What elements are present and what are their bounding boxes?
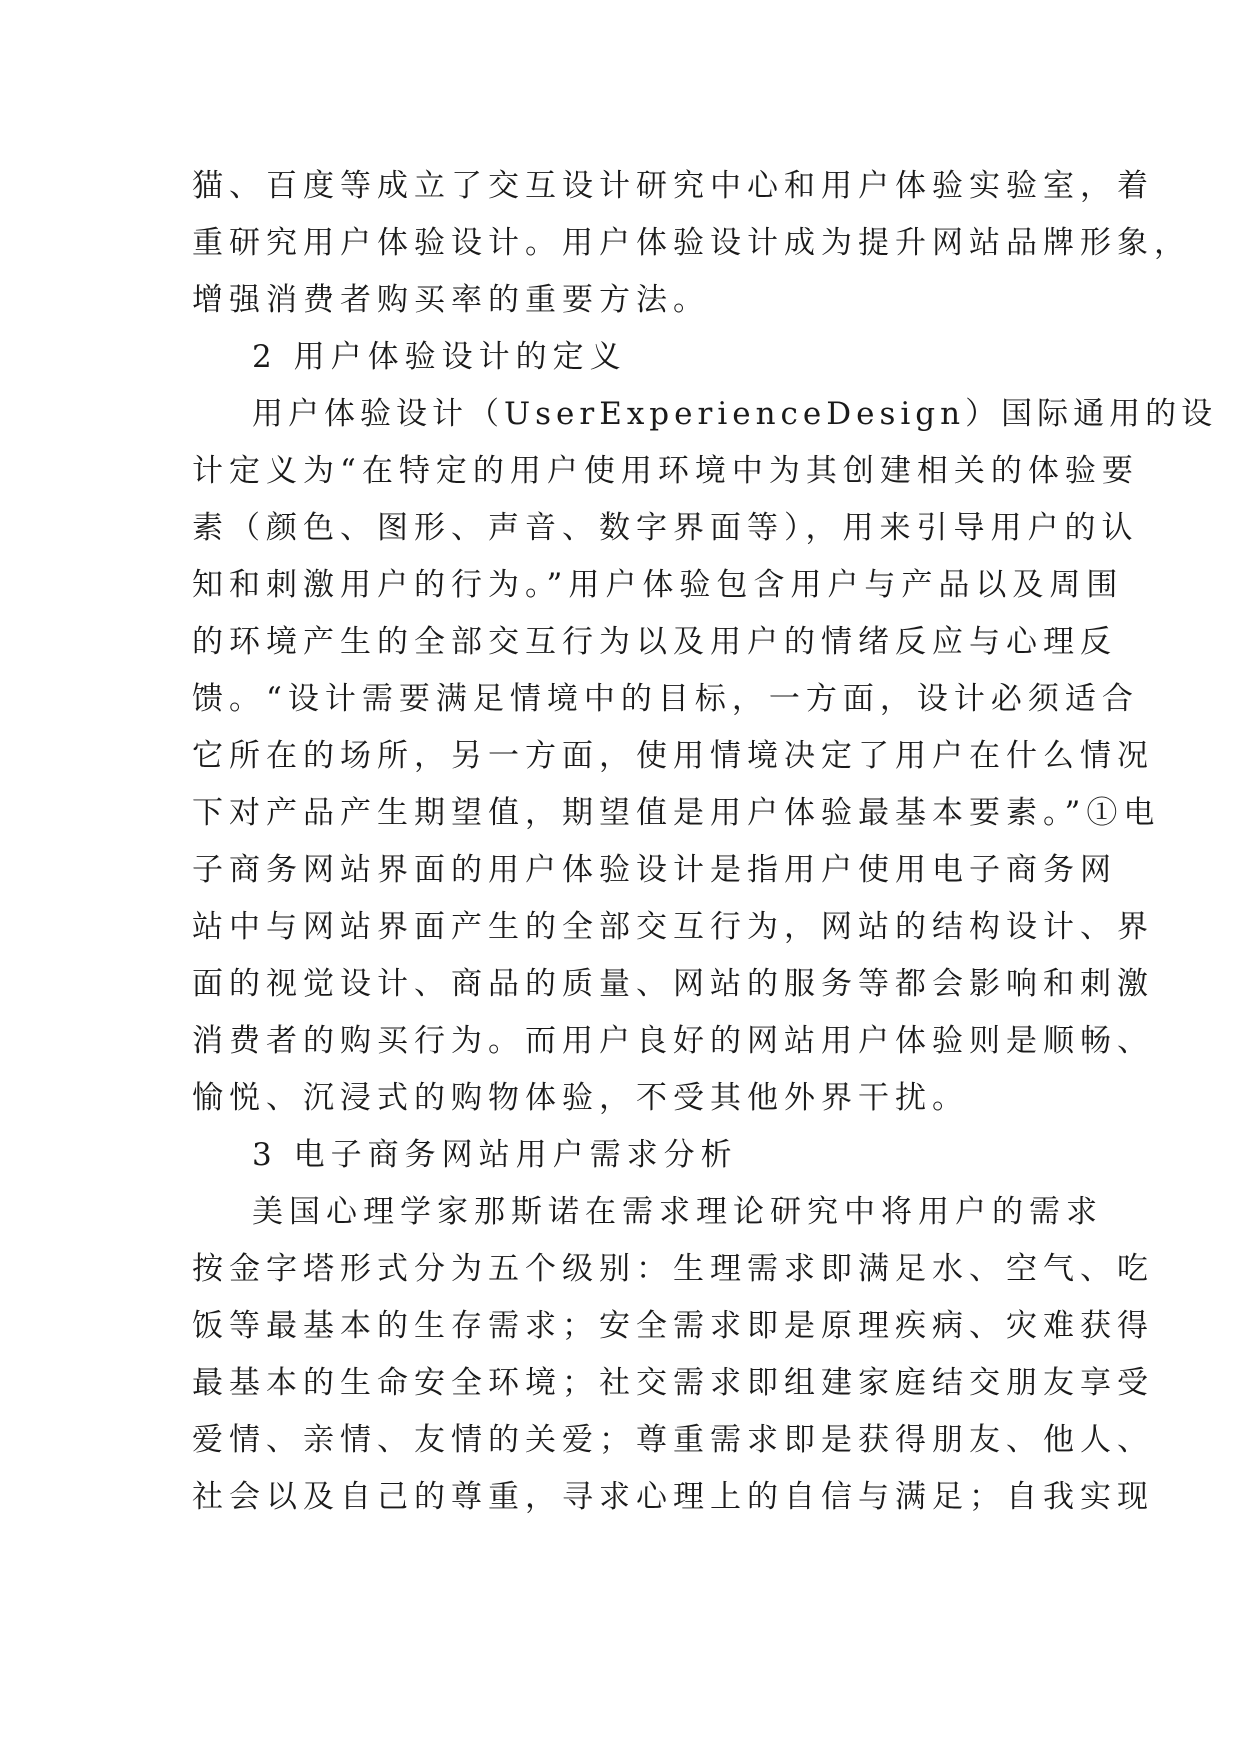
text-line: 愉悦、沉浸式的购物体验，不受其他外界干扰。 — [192, 1080, 969, 1116]
text-line: 重研究用户体验设计。用户体验设计成为提升网站品牌形象， — [192, 225, 1191, 261]
text-line: 素（颜色、图形、声音、数字界面等），用来引导用户的认 — [192, 510, 1139, 546]
section-heading: 3 电子商务网站用户需求分析 — [252, 1137, 738, 1173]
text-line: 爱情、亲情、友情的关爱；尊重需求即是获得朋友、他人、 — [192, 1422, 1154, 1458]
text-line: 消费者的购买行为。而用户良好的网站用户体验则是顺畅、 — [192, 1023, 1154, 1059]
text-line: 知和刺激用户的行为。”用户体验包含用户与产品以及周围 — [192, 567, 1124, 603]
text-line: 最基本的生命安全环境；社交需求即组建家庭结交朋友享受 — [192, 1365, 1154, 1401]
paragraph-first-line: 用户体验设计（UserExperienceDesign）国际通用的设 — [252, 396, 1218, 432]
section-heading: 2 用户体验设计的定义 — [252, 339, 627, 375]
text-line: 面的视觉设计、商品的质量、网站的服务等都会影响和刺激 — [192, 966, 1154, 1002]
text-line: 馈。“设计需要满足情境中的目标，一方面，设计必须适合 — [192, 681, 1139, 717]
text-line: 增强消费者购买率的重要方法。 — [192, 282, 710, 318]
text-line: 饭等最基本的生存需求；安全需求即是原理疾病、灾难获得 — [192, 1308, 1154, 1344]
text-line: 社会以及自己的尊重，寻求心理上的自信与满足；自我实现 — [192, 1479, 1154, 1515]
text-line: 子商务网站界面的用户体验设计是指用户使用电子商务网 — [192, 852, 1117, 888]
text-line: 计定义为“在特定的用户使用环境中为其创建相关的体验要 — [192, 453, 1139, 489]
text-line: 下对产品产生期望值，期望值是用户体验最基本要素。”①电 — [192, 795, 1161, 831]
text-line: 猫、百度等成立了交互设计研究中心和用户体验实验室，着 — [192, 168, 1154, 204]
text-line: 按金字塔形式分为五个级别：生理需求即满足水、空气、吃 — [192, 1251, 1154, 1287]
text-line: 站中与网站界面产生的全部交互行为，网站的结构设计、界 — [192, 909, 1154, 945]
text-line: 的环境产生的全部交互行为以及用户的情绪反应与心理反 — [192, 624, 1117, 660]
text-line: 它所在的场所，另一方面，使用情境决定了用户在什么情况 — [192, 738, 1154, 774]
paragraph-first-line: 美国心理学家那斯诺在需求理论研究中将用户的需求 — [252, 1194, 1103, 1230]
